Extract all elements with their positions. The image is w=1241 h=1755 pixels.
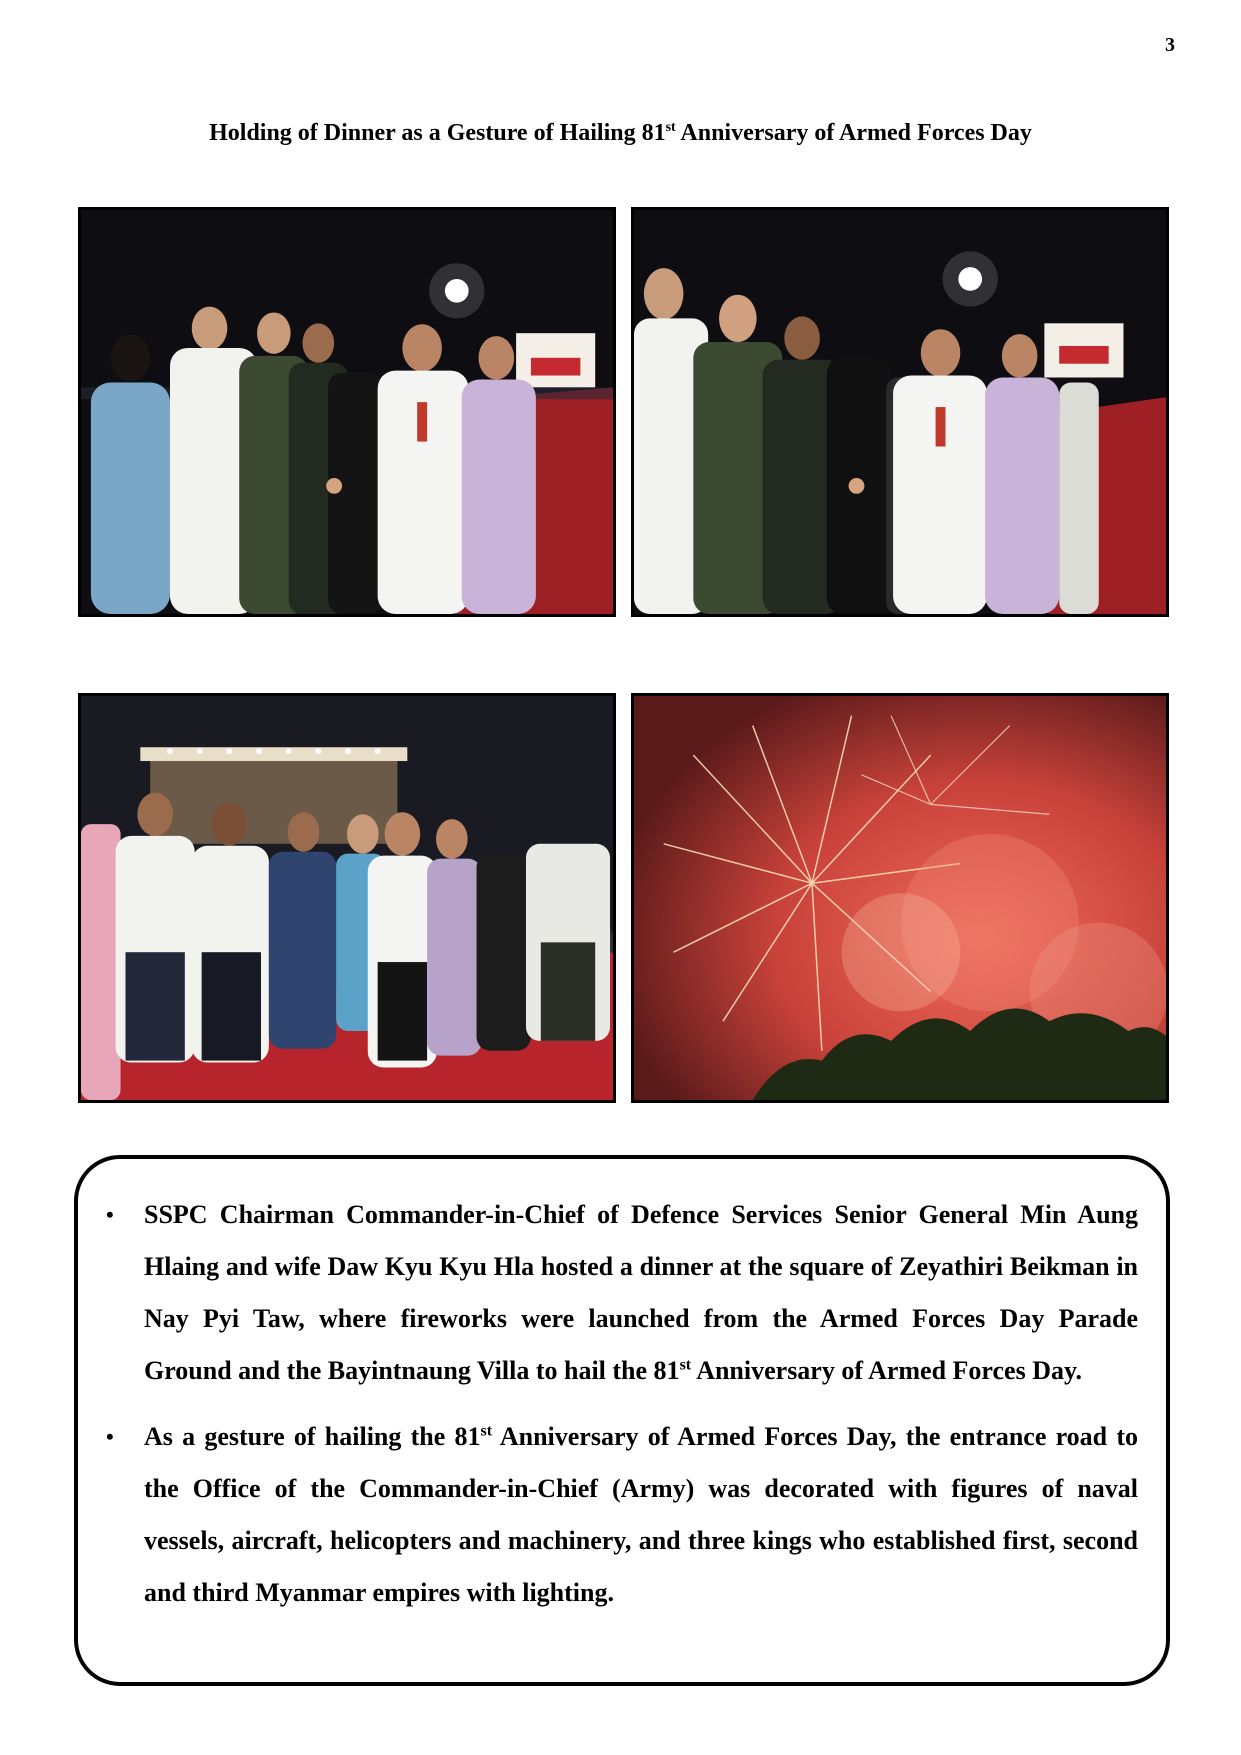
bullet-text: As a gesture of hailing the 81	[144, 1422, 481, 1451]
bullet-icon: •	[106, 1202, 114, 1227]
title-text-end: Anniversary of Armed Forces Day	[675, 120, 1032, 146]
photo-fireworks	[631, 693, 1169, 1103]
photo-illustration	[81, 696, 613, 1100]
bullet-icon: •	[106, 1424, 114, 1449]
photo-illustration	[634, 696, 1166, 1100]
summary-bullet-2	[106, 1411, 1138, 1619]
photo-handshake-reception-3	[78, 693, 616, 1103]
bullet-superscript: st	[679, 1356, 692, 1374]
summary-bullet-1	[106, 1189, 1138, 1397]
bullet-text: SSPC Chairman Commander-in-Chief of Defence Services Senior General Min Aung Hlaing and wife Daw Kyu Kyu Hla hosted a dinner at the square of Zeyathiri Beikman in Nay Pyi Taw, where fireworks were launched from the Armed Forces Day Parade Ground and the Bayintnaung Villa to hail the 81	[144, 1200, 1138, 1385]
page-title	[0, 120, 1241, 147]
title-superscript: st	[665, 120, 676, 135]
page-number: 3	[1165, 34, 1175, 56]
title-text-main: Holding of Dinner as a Gesture of Hailing 81	[209, 120, 666, 146]
summary-list	[106, 1189, 1138, 1619]
photo-handshake-reception-2	[631, 207, 1169, 617]
bullet-superscript: st	[480, 1422, 493, 1440]
summary-box	[74, 1155, 1170, 1686]
photo-handshake-reception-1	[78, 207, 616, 617]
photo-illustration	[81, 210, 613, 614]
photo-illustration	[634, 210, 1166, 614]
bullet-text-end: Anniversary of Armed Forces Day.	[691, 1356, 1083, 1385]
bullet-text-end: Anniversary of Armed Forces Day, the entrance road to the Office of the Commander-in-Chief (Army) was decorated with figures of naval vessels, aircraft, helicopters and machinery, and three kings who established first, second and third Myanmar empires with lighting.	[144, 1422, 1138, 1607]
